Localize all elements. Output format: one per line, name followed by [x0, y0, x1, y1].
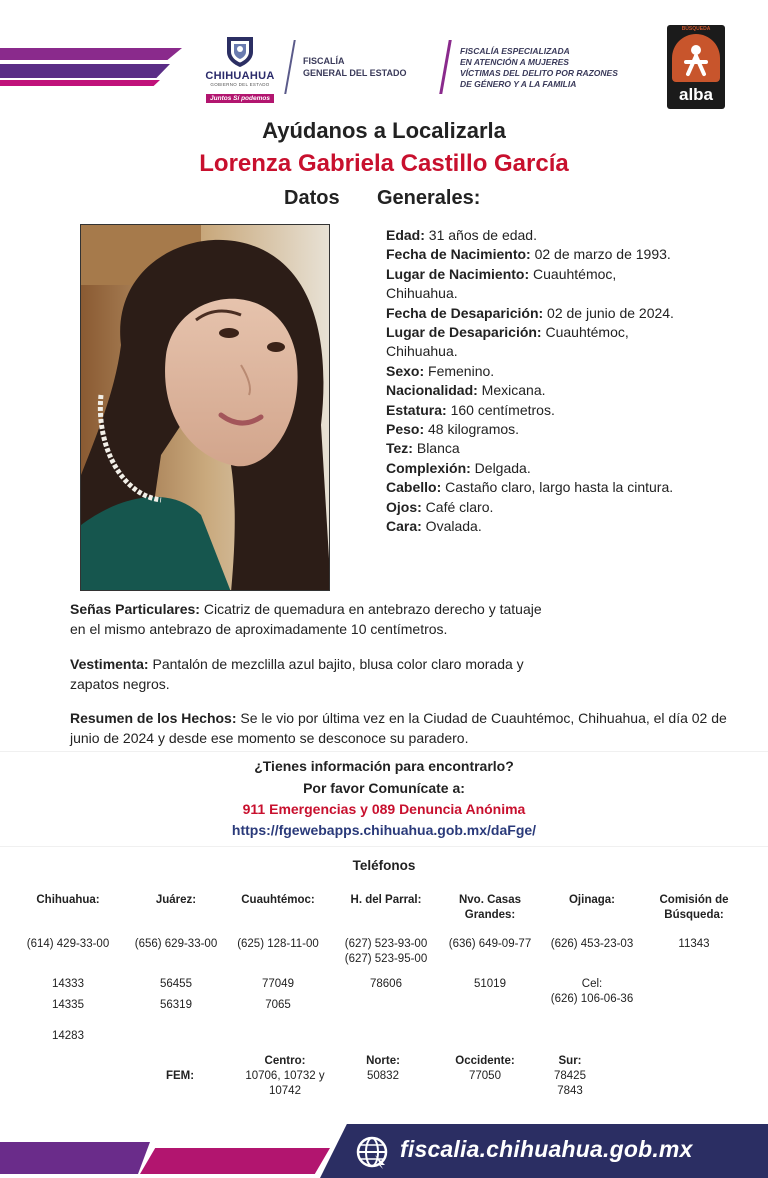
- detail-value: Ovalada.: [421, 518, 482, 535]
- fiscalia-especializada-label: [460, 46, 618, 90]
- phone-column-head: Nvo. Casas Grandes:: [458, 894, 521, 921]
- phone-extension: 77049: [262, 978, 294, 990]
- phone-extension: 14333: [52, 978, 84, 990]
- detail-value: Castaño claro, largo hasta la cintura.: [441, 479, 674, 496]
- phone-extension: 51019: [474, 978, 506, 990]
- state-logo-sub: GOBIERNO DEL ESTADO: [210, 82, 270, 87]
- detail-value: Mexicana.: [477, 382, 546, 399]
- senas-particulares: [70, 600, 550, 639]
- contact-please: Por favor Comunícate a:: [303, 780, 465, 796]
- senas-label: Señas Particulares:: [70, 601, 200, 617]
- phone-extension: 56319: [160, 999, 192, 1011]
- detail-label: Lugar de Desaparición:: [386, 324, 542, 341]
- fem-line-2: EN ATENCIÓN A MUJERES: [460, 57, 569, 67]
- detail-row: [386, 304, 676, 323]
- alba-logo-label: alba: [678, 85, 714, 104]
- fiscalia-general-label: [303, 55, 407, 79]
- header-divider: [284, 40, 296, 94]
- resumen-label: Resumen de los Hechos:: [70, 710, 237, 726]
- chihuahua-government-logo: [200, 34, 280, 105]
- vestimenta-value: Pantalón de mezclilla azul bajito, blusa color claro morada y zapatos negros.: [70, 656, 524, 692]
- resumen-hechos: [70, 709, 750, 748]
- fem-value: 77050: [469, 1070, 501, 1082]
- phone-column-head: Comisión de Búsqueda:: [659, 894, 729, 921]
- detail-row: [386, 401, 676, 420]
- detail-value: 160 centímetros.: [446, 401, 555, 418]
- detail-label: Lugar de Nacimiento:: [386, 265, 530, 282]
- detail-row: [386, 478, 676, 497]
- fem-line-1: FISCALÍA ESPECIALIZADA: [460, 46, 570, 56]
- report-url-link[interactable]: https://fgewebapps.chihuahua.gob.mx/daFge/: [231, 822, 537, 838]
- detail-label: Estatura:: [386, 401, 447, 418]
- detail-value: Blanca: [412, 440, 460, 457]
- detail-label: Tez:: [386, 440, 413, 457]
- detail-value: 48 kilogramos.: [424, 421, 520, 438]
- detail-row: [386, 265, 676, 304]
- header-stripe-magenta: [0, 80, 160, 86]
- detail-value: Cuauhtémoc, Chihuahua.: [386, 324, 629, 360]
- detail-row: [386, 245, 676, 264]
- phone-column-head: Cuauhtémoc:: [241, 894, 315, 906]
- missing-person-name: Lorenza Gabriela Castillo García: [199, 150, 569, 177]
- contact-question: ¿Tienes información para encontrarlo?: [254, 758, 514, 774]
- protocolo-alba-logo: [667, 25, 725, 109]
- phone-main-number: (625) 128-11-00: [237, 938, 319, 950]
- fem-head: Sur:: [558, 1055, 582, 1067]
- section-heading-b: Generales:: [377, 187, 481, 209]
- detail-label: Nacionalidad:: [386, 382, 478, 399]
- alba-logo-top: BÚSQUEDA: [681, 26, 711, 32]
- phone-extension: 14283: [52, 1030, 84, 1042]
- phone-main-number: (656) 629-33-00: [134, 938, 218, 950]
- detail-label: Sexo:: [386, 362, 425, 379]
- vestimenta-label: Vestimenta:: [70, 656, 149, 672]
- fem-value: 50832: [367, 1070, 399, 1082]
- footer-stripe-magenta: [140, 1148, 330, 1174]
- fiscalia-line-1: FISCALÍA: [303, 56, 345, 66]
- fem-line-3: VÍCTIMAS DEL DELITO POR RAZONES: [460, 68, 618, 78]
- phone-main-number: 11343: [678, 938, 710, 950]
- footer-website-link[interactable]: fiscalia.chihuahua.gob.mx: [400, 1136, 693, 1162]
- missing-person-photo: [80, 224, 330, 591]
- phone-column-head: H. del Parral:: [350, 894, 422, 906]
- header-stripe-purple: [0, 48, 182, 60]
- resumen-value: Se le vio por última vez en la Ciudad de Cuauhtémoc, Chihuahua, el día 02 de junio de 2024 y desde ese momento se desconoce su paradero.: [70, 710, 727, 746]
- phone-extension: Cel: (626) 106-06-36: [550, 978, 634, 1005]
- fem-value: 10706, 10732 y 10742: [245, 1070, 325, 1097]
- fem-head: Occidente:: [455, 1055, 515, 1067]
- state-logo-name: CHIHUAHUA: [205, 70, 275, 82]
- detail-value: Femenino.: [424, 362, 495, 379]
- fem-head: Centro:: [264, 1055, 306, 1067]
- footer-stripe-purple: [0, 1142, 150, 1174]
- phones-title: Teléfonos: [352, 858, 416, 873]
- detail-label: Edad:: [386, 227, 425, 243]
- detail-row: [386, 381, 676, 400]
- detail-value: Cuauhtémoc, Chihuahua.: [386, 265, 617, 302]
- phone-main-number: (626) 453-23-03: [550, 938, 634, 950]
- phone-main-number: (636) 649-09-77: [448, 938, 532, 950]
- phone-column-head: Chihuahua:: [36, 894, 100, 906]
- phone-extension: 7065: [265, 999, 291, 1011]
- detail-row: [386, 420, 676, 439]
- alba-sun-icon: [672, 34, 720, 82]
- section-heading-a: Datos: [284, 187, 340, 209]
- detail-label: Fecha de Nacimiento:: [386, 246, 531, 263]
- fem-head: Norte:: [366, 1055, 400, 1067]
- detail-value: Café claro.: [421, 498, 494, 515]
- detail-label: Cabello:: [386, 479, 442, 496]
- phone-extension: 56455: [160, 978, 192, 990]
- globe-icon: [355, 1135, 389, 1169]
- header-stripe-violet: [0, 64, 170, 78]
- phone-main-number: (627) 523-93-00 (627) 523-95-00: [344, 938, 428, 965]
- phone-extension: 14335: [52, 999, 84, 1011]
- detail-label: Peso:: [386, 421, 425, 438]
- detail-value: 02 de marzo de 1993.: [530, 246, 671, 263]
- detail-row: [386, 439, 676, 458]
- phone-extension: 78606: [370, 978, 402, 990]
- detail-label: Ojos:: [386, 498, 422, 515]
- header-divider-purple: [439, 40, 452, 94]
- phone-column-head: Juárez:: [155, 894, 197, 906]
- fiscalia-line-2: GENERAL DEL ESTADO: [303, 68, 407, 78]
- fem-line-4: DE GÉNERO Y A LA FAMILIA: [460, 79, 577, 89]
- page-title: Ayúdanos a Localizarla: [262, 118, 506, 143]
- detail-value: 02 de junio de 2024.: [543, 304, 674, 321]
- emergency-numbers: 911 Emergencias y 089 Denuncia Anónima: [242, 801, 526, 817]
- detail-row: [386, 517, 676, 536]
- detail-row: [386, 498, 676, 517]
- detail-row: [386, 459, 676, 478]
- detail-label: Cara:: [386, 518, 422, 535]
- detail-row: [386, 226, 676, 245]
- detail-label: Complexión:: [386, 459, 471, 476]
- detail-value: Delgada.: [470, 459, 531, 476]
- general-data-list: [386, 226, 676, 537]
- fem-label: FEM:: [165, 1070, 195, 1082]
- vestimenta: [70, 655, 570, 694]
- detail-label: Fecha de Desaparición:: [386, 304, 544, 321]
- fem-value: 78425 7843: [554, 1070, 586, 1097]
- phone-column-head: Ojinaga:: [568, 894, 615, 906]
- phone-main-number: (614) 429-33-00: [26, 938, 110, 950]
- state-logo-tag: Juntos Sí podemos: [206, 94, 274, 103]
- detail-value: 31 años de edad.: [424, 227, 537, 243]
- detail-row: [386, 323, 676, 362]
- detail-row: [386, 362, 676, 381]
- state-shield-icon: [223, 34, 257, 68]
- senas-value: Cicatriz de quemadura en antebrazo derecho y tatuaje en el mismo antebrazo de aproximadamente 10 centímetros.: [70, 601, 542, 637]
